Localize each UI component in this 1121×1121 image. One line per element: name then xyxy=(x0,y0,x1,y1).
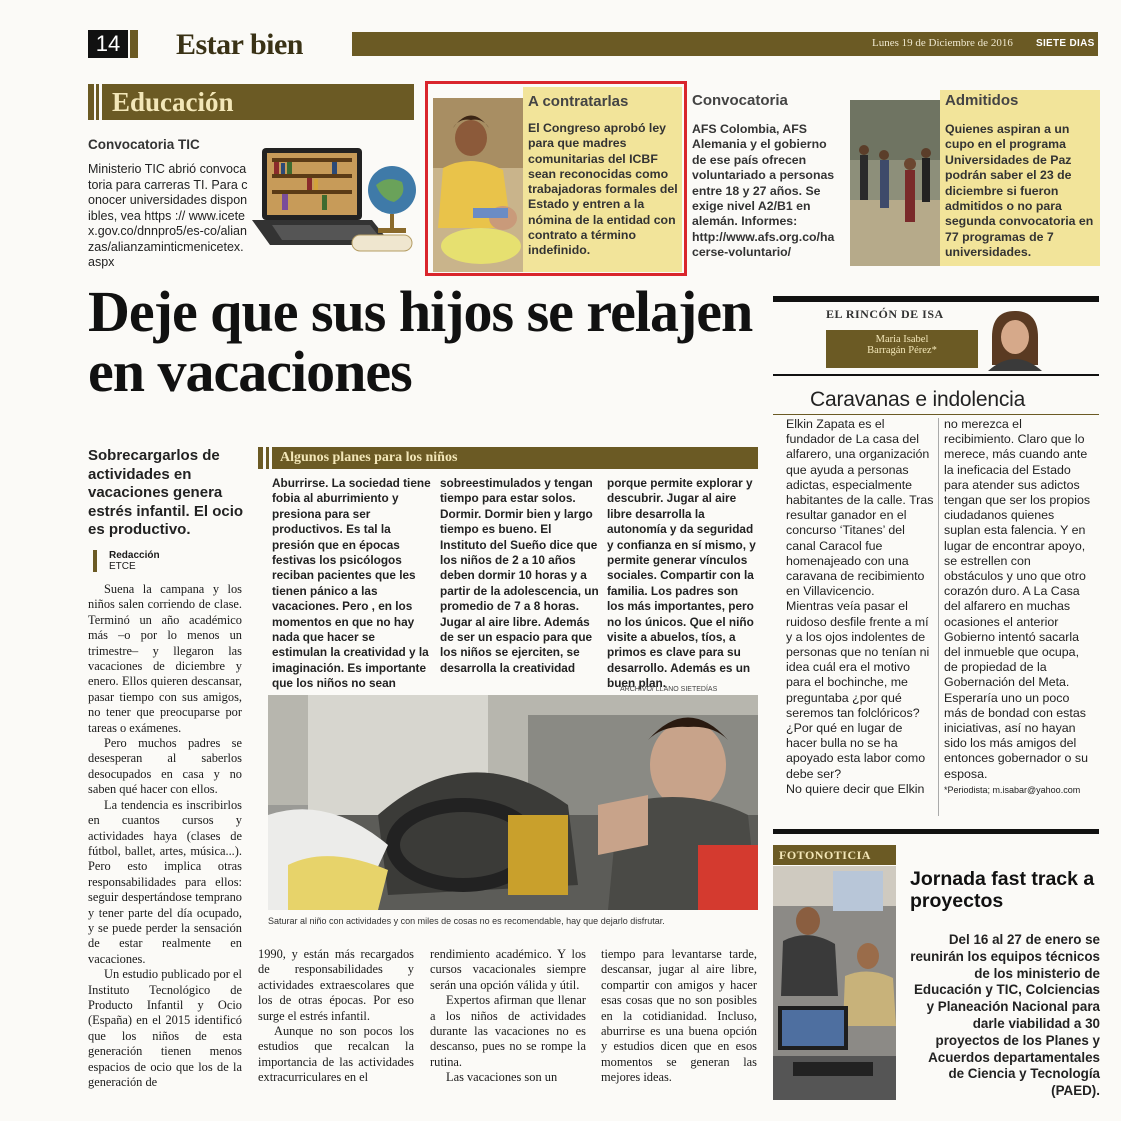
byline-label: Redacción xyxy=(109,550,160,561)
admitidos-text: Quienes aspiran a un cupo en el programa Universidades de Paz podrán saber el 23 de diciembre si fueron admitidos o no para segunda convocatoria en 77 programas de 7 universidades. xyxy=(945,122,1094,260)
contratarlas-photo xyxy=(433,98,523,272)
rincon-headline-rule xyxy=(773,414,1099,415)
rincon-headline: Caravanas e indolencia xyxy=(810,388,1026,411)
contratarlas-text: El Congreso aprobó ley para que madres comunitarias del ICBF sean reconocidas como trabajadoras formales del Estado y entren a la nómina de la entidad con contrato a término indefinido. xyxy=(528,121,678,258)
article-col4 xyxy=(601,947,757,1086)
paragraph: Un estudio publicado por el Instituto Tecnológico de Producto Infantil y Ocio (España) en el 2015 identificó que los niños de esta generación tienen menos espacios de ocio que los de la generación de xyxy=(88,967,242,1089)
tic-heading: Convocatoria TIC xyxy=(88,137,200,152)
paragraph: Suena la campana y los niños salen corriendo de clase. Terminó un año académico más –o por lo menos un trimestre– y llegaron las vacaciones de diciembre y enero. Ellos quieren descansar, pasar tiempo con sus amigos, no tener que preocuparse por tareas o exámenes. xyxy=(88,582,242,735)
photo-credit: ARCHIVO/ LLANO SIETEDÍAS xyxy=(620,686,718,693)
byline-name: ETCE xyxy=(109,561,136,572)
planes-col3: porque permite explorar y descubrir. Jugar al aire libre desarrolla la autonomía y da seguridad y confianza en sí mismo, y permite generar vínculos sociales. Compartir con la familia. Los padres son los más importantes, pero no los únicos. Que el niño visite a abuelos, tíos, a primos es clave para su desarrollo. Además es un buen plan. xyxy=(607,476,756,691)
page-number: 14 xyxy=(88,30,128,58)
rincon-col1 xyxy=(786,417,934,797)
fotonoticia-top-rule xyxy=(773,829,1099,834)
fotonoticia-text: Del 16 al 27 de enero se reunirán los equipos técnicos de los ministerio de Educación y TIC, Colciencias y Planeación Nacional para darle viabilidad a 30 proyectos de los Planes y Acuerdos departamentales de Ciencia y Tecnología (PAED). xyxy=(910,932,1100,1099)
page-header xyxy=(88,28,1098,61)
educacion-title: Educación xyxy=(112,87,234,117)
admitidos-photo xyxy=(850,100,942,266)
paragraph: Las vacaciones son un xyxy=(446,1070,558,1085)
rincon-title: EL RINCÓN DE ISA xyxy=(826,307,944,321)
article-photo xyxy=(268,695,758,910)
planes-col2: sobreestimulados y tengan tiempo para estar solos. Dormir. Dormir bien y largo tiempo es bueno. El Instituto del Sueño dice que los niños de 2 a 10 años deben dormir 10 horas y a partir de la adolescencia, un promedio de 7 a 8 horas. Jugar al aire libre. Además de ser un espacio para que los niños se ejerciten, se desarrolla la creatividad xyxy=(440,476,599,675)
article-col1 xyxy=(88,582,242,1090)
rincon-top-rule xyxy=(773,296,1099,302)
laptop-illustration xyxy=(252,140,422,270)
contratarlas-box xyxy=(425,81,687,276)
paragraph: Pero muchos padres se desesperan al saberlos desocupados en casa y no saben qué hacer con ellos. xyxy=(88,736,242,797)
paragraph: No quiere decir que Elkin xyxy=(786,781,925,796)
rincon-author-first: Maria Isabel xyxy=(875,334,929,345)
fotonoticia-label: FOTONOTICIA xyxy=(779,848,871,862)
planes-title: Algunos planes para los niños xyxy=(280,450,458,465)
contratarlas-heading: A contratarlas xyxy=(528,93,629,110)
article-col3 xyxy=(430,947,586,1086)
article-col2 xyxy=(258,947,414,1086)
paragraph: Esperaría uno un poco más de bondad con estas iniciativas, así no hayan sido los más amigos del entonces gobernador o su esposa. xyxy=(944,690,1088,781)
paragraph: Expertos afirman que llenar a los niños de actividades durante las vacaciones no es descanso, pues no se rompe la rutina. xyxy=(430,993,586,1069)
admitidos-heading: Admitidos xyxy=(945,92,1019,109)
convocatoria-heading: Convocatoria xyxy=(692,92,788,109)
paragraph: 1990, y están más recargados de responsabilidades y actividades extraescolares que los de otras épocas. Por eso surge el estrés infantil. xyxy=(258,947,414,1023)
section-marker xyxy=(130,30,138,58)
rincon-col2 xyxy=(944,417,1092,796)
tic-text: Ministerio TIC abrió convocatoria para carreras TI. Para conocer universidades disponibles, vea https :// www.icetex.gov.co/dnnpro5/es-co/alianzas/alianzaminticmenicetex.aspx xyxy=(88,162,248,269)
rincon-col-rule xyxy=(938,418,939,816)
paragraph: no merezca el recibimiento. Claro que lo merece, más cuando ante la ineficacia del Estado para atender sus adictos tengan que ser los propios ciudadanos quienes suplan esta falencia. Y en lugar de encontrar apoyo, se estrellen con obstáculos y uno que otro corazón duro. A La Casa del alfarero en muchas ocasiones el anterior Gobierno intentó sacarla del inmueble que ocupa, de propiedad de la Gobernación del Meta. xyxy=(944,417,1091,690)
paragraph: tiempo para levantarse tarde, descansar, jugar al aire libre, compartir con amigos y hacer esas cosas que no son posibles en la cotidianidad. Incluso, aburrirse es una buena opción y estudios dicen que en esos momentos se generan las mejores ideas. xyxy=(601,947,757,1085)
rincon-author-box xyxy=(826,330,978,368)
convocatoria-text: AFS Colombia, AFS Alemania y el gobierno de ese país ofrecen voluntariado a personas entre 18 y 27 años. Se exige nivel A2/B1 en alemán. Informes: http://www.afs.org.co/hacerse-voluntario/ xyxy=(692,122,835,260)
paragraph: Elkin Zapata es el fundador de La casa del alfarero, una organización que ayuda a personas adictas, especialmente habitantes de la calle. Tras resultar ganador en el concurso ‘Titanes’ del canal Caracol fue homenajeado con una caravana de recibimiento en Villavicencio. xyxy=(786,417,934,599)
planes-col1: Aburrirse. La sociedad tiene fobia al aburrimiento y presiona para ser productivos. Es tal la presión que en épocas festivas los psicólogos reciban pacientes que les tienen pánico a las vacaciones. Pero , en los momentos en que no hay nada que hacer se estimulan la creatividad y la imaginación. Es importante que los niños no sean xyxy=(272,476,431,691)
author-portrait xyxy=(982,307,1048,371)
header-date: Lunes 19 de Diciembre de 2016 xyxy=(872,37,1013,49)
paragraph: rendimiento académico. Y los cursos vacacionales siempre serán una opción válida y útil. xyxy=(430,947,586,992)
rincon-footnote: *Periodista; m.isabar@yahoo.com xyxy=(944,784,1081,795)
paragraph: La tendencia es inscribirlos en cuantos cursos y actividades haya (clases de fútbol, ballet, artes, música...). Pero esto implica otras responsabilidades para ellos: seguir despertándose temprano y tener parte del día ocupado, y se puede perder la sensación de estar realmente en vacaciones. xyxy=(88,797,242,966)
planes-banner xyxy=(258,447,758,469)
header-brand: SIETE DIAS xyxy=(1036,38,1095,49)
section-title: Estar bien xyxy=(176,28,303,61)
paragraph: Mientras veía pasar el ruidoso desfile frente a mí y a los ojos indolentes de personas que no tenían ni idea cuál era el motivo para el bochinche, me preguntaba ¿por qué seremos tan folclóricos? ¿Por qué en lugar de hacer bulla no se ha apoyado esta labor como debe ser? xyxy=(786,599,930,781)
fotonoticia-label-bar xyxy=(773,845,896,865)
article-headline: Deje que sus hijos se relajen en vacaciones xyxy=(88,279,753,404)
photo-caption: Saturar al niño con actividades y con miles de cosas no es recomendable, hay que dejarlo disfrutar. xyxy=(268,916,665,926)
byline xyxy=(93,550,160,572)
paragraph: Aunque no son pocos los estudios que recalcan la importancia de las actividades extracurriculares en el xyxy=(258,1024,414,1085)
fotonoticia-headline: Jornada fast track a proyectos xyxy=(910,868,1095,912)
rincon-author-last: Barragán Pérez* xyxy=(867,345,937,356)
educacion-banner xyxy=(88,84,414,120)
article-subhead: Sobrecargarlos de actividades en vacaciones genera estrés infantil. El ocio es productivo. xyxy=(88,447,244,538)
fotonoticia-photo xyxy=(773,866,896,1100)
rincon-thin-rule xyxy=(773,374,1099,376)
